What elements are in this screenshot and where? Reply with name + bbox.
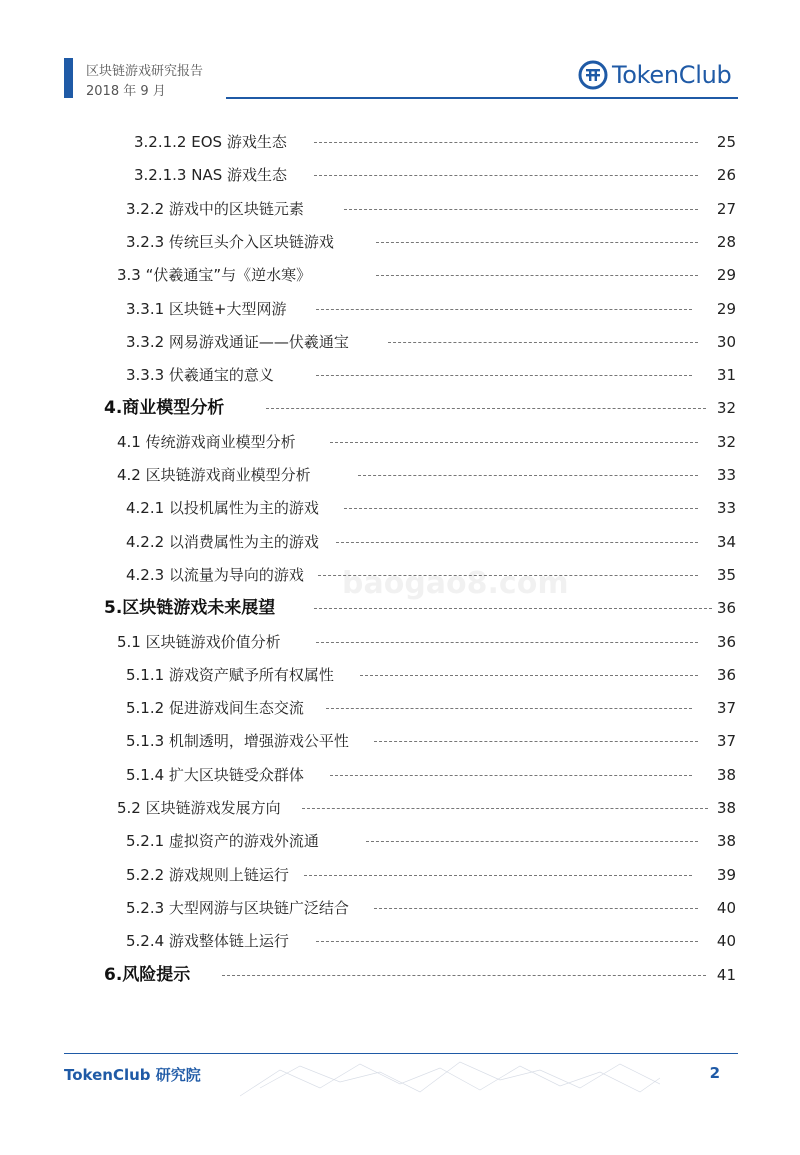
header-accent-bar xyxy=(64,58,73,98)
toc-page-number: 40 xyxy=(716,898,736,917)
toc-dot-leader xyxy=(302,808,708,809)
footer-rule xyxy=(64,1053,738,1054)
toc-page-number: 29 xyxy=(716,266,736,285)
toc-entry[interactable] xyxy=(0,293,800,326)
toc-page-number: 37 xyxy=(716,732,736,751)
toc-dot-leader xyxy=(314,175,698,176)
toc-page-number: 41 xyxy=(716,965,736,984)
watermark-text: baogao8.com xyxy=(342,566,569,601)
toc-entry[interactable] xyxy=(0,859,800,892)
toc-entry-title: 3.3 “伏羲通宝”与《逆水寒》 xyxy=(117,266,312,285)
header-rule xyxy=(226,97,738,99)
toc-entry-title: 4.2.1 以投机属性为主的游戏 xyxy=(126,499,319,518)
toc-entry-title: 5.1 区块链游戏价值分析 xyxy=(117,632,281,651)
toc-dot-leader xyxy=(316,642,698,643)
toc-entry[interactable] xyxy=(0,559,800,592)
toc-entry[interactable] xyxy=(0,126,800,159)
toc-entry-title: 4.2.3 以流量为导向的游戏 xyxy=(126,565,304,584)
tokenclub-logo-icon xyxy=(578,60,608,90)
toc-dot-leader xyxy=(316,941,698,942)
toc-entry-title: 4.商业模型分析 xyxy=(104,398,225,419)
toc-page-number: 29 xyxy=(716,299,736,318)
toc-page-number: 25 xyxy=(716,133,736,151)
toc-entry[interactable] xyxy=(0,626,800,659)
toc-page-number: 37 xyxy=(716,699,736,718)
toc-entry-title: 5.2.1 虚拟资产的游戏外流通 xyxy=(126,832,319,851)
toc-page-number: 35 xyxy=(716,565,736,584)
toc-page-number: 36 xyxy=(716,665,736,684)
toc-entry-title: 5.2.4 游戏整体链上运行 xyxy=(126,932,289,951)
toc-entry[interactable] xyxy=(0,359,800,392)
toc-entry[interactable] xyxy=(0,825,800,858)
toc-dot-leader xyxy=(316,375,692,376)
toc-entry-title: 3.3.2 网易游戏通证——伏羲通宝 xyxy=(126,332,349,351)
toc-entry-title: 5.2.3 大型网游与区块链广泛结合 xyxy=(126,898,349,917)
toc-entry-title: 3.3.1 区块链+大型网游 xyxy=(126,299,287,318)
toc-entry-title: 5.1.4 扩大区块链受众群体 xyxy=(126,765,304,784)
toc-entry-title: 5.2.2 游戏规则上链运行 xyxy=(126,865,289,884)
toc-entry-title: 4.2.2 以消费属性为主的游戏 xyxy=(126,532,319,551)
toc-entry[interactable] xyxy=(0,725,800,758)
tokenclub-logo xyxy=(578,58,731,92)
toc-entry[interactable] xyxy=(0,692,800,725)
toc-page-number: 33 xyxy=(716,499,736,518)
footer-page-number: 2 xyxy=(709,1064,720,1082)
toc-page-number: 40 xyxy=(716,932,736,951)
report-title: 区块链游戏研究报告 xyxy=(86,64,204,79)
toc-dot-leader xyxy=(376,275,698,276)
toc-entry-title: 4.2 区块链游戏商业模型分析 xyxy=(117,466,311,484)
toc-dot-leader xyxy=(366,841,698,842)
toc-page-number: 31 xyxy=(716,366,736,385)
toc-dot-leader xyxy=(222,975,706,976)
toc-dot-leader xyxy=(344,209,698,210)
toc-entry[interactable] xyxy=(0,659,800,692)
footer-brand: TokenClub 研究院 xyxy=(64,1066,201,1084)
toc-entry[interactable] xyxy=(0,792,800,825)
toc-dot-leader xyxy=(336,542,698,543)
toc-dot-leader xyxy=(314,608,712,609)
toc-entry-title: 3.3.3 伏羲通宝的意义 xyxy=(126,366,274,385)
toc-page-number: 34 xyxy=(716,532,736,551)
toc-dot-leader xyxy=(304,875,692,876)
footer-network-decoration xyxy=(240,1058,660,1098)
toc-page-number: 26 xyxy=(716,166,736,185)
toc-page-number: 33 xyxy=(716,466,736,484)
toc-entry[interactable] xyxy=(0,392,800,425)
toc-page-number: 36 xyxy=(716,599,736,618)
toc-dot-leader xyxy=(374,741,698,742)
toc-page-number: 36 xyxy=(716,632,736,651)
toc-entry-title: 5.1.3 机制透明，增强游戏公平性 xyxy=(126,732,349,751)
logo-text: TokenClub xyxy=(612,61,732,89)
toc-page-number: 27 xyxy=(716,199,736,218)
toc-entry[interactable] xyxy=(0,759,800,792)
toc-dot-leader xyxy=(318,575,698,576)
toc-entry[interactable] xyxy=(0,193,800,226)
toc-page-number: 32 xyxy=(716,399,736,418)
toc-entry[interactable] xyxy=(0,326,800,359)
toc-entry-title: 3.2.1.2 EOS 游戏生态 xyxy=(134,133,287,151)
toc-page-number: 30 xyxy=(716,332,736,351)
toc-page-number: 28 xyxy=(716,232,736,251)
toc-dot-leader xyxy=(326,708,692,709)
toc-entry-title: 5.2 区块链游戏发展方向 xyxy=(117,799,281,817)
toc-dot-leader xyxy=(316,309,692,310)
toc-page-number: 38 xyxy=(716,799,736,817)
toc-entry[interactable] xyxy=(0,526,800,559)
toc-entry[interactable] xyxy=(0,592,800,625)
toc-dot-leader xyxy=(314,142,698,143)
toc-dot-leader xyxy=(330,775,692,776)
toc-dot-leader xyxy=(388,342,698,343)
toc-entry-title: 3.2.3 传统巨头介入区块链游戏 xyxy=(126,232,334,251)
toc-entry[interactable] xyxy=(0,226,800,259)
toc-dot-leader xyxy=(344,508,698,509)
toc-entry-title: 3.2.2 游戏中的区块链元素 xyxy=(126,199,304,218)
toc-entry-title: 5.1.1 游戏资产赋予所有权属性 xyxy=(126,665,334,684)
toc-entry[interactable] xyxy=(0,492,800,525)
toc-entry-title: 5.区块链游戏未来展望 xyxy=(104,598,276,619)
toc-entry[interactable] xyxy=(0,459,800,492)
toc-entry[interactable] xyxy=(0,259,800,292)
toc-entry[interactable] xyxy=(0,426,800,459)
toc-dot-leader xyxy=(374,908,698,909)
toc-page-number: 38 xyxy=(716,832,736,851)
toc-entry-title: 3.2.1.3 NAS 游戏生态 xyxy=(134,166,288,185)
report-date: 2018 年 9 月 xyxy=(86,84,166,99)
toc-entry[interactable] xyxy=(0,925,800,958)
toc-dot-leader xyxy=(360,675,698,676)
toc-dot-leader xyxy=(376,242,698,243)
toc-entry-title: 5.1.2 促进游戏间生态交流 xyxy=(126,699,304,718)
toc-dot-leader xyxy=(358,475,698,476)
toc-entry-title: 6.风险提示 xyxy=(104,964,191,985)
toc-entry[interactable] xyxy=(0,892,800,925)
toc-page-number: 38 xyxy=(716,765,736,784)
toc-page-number: 32 xyxy=(716,432,736,451)
toc-entry-title: 4.1 传统游戏商业模型分析 xyxy=(117,432,296,451)
toc-page-number: 39 xyxy=(716,865,736,884)
toc-entry[interactable] xyxy=(0,159,800,192)
toc-dot-leader xyxy=(266,408,706,409)
toc-dot-leader xyxy=(330,442,698,443)
toc-entry[interactable] xyxy=(0,959,800,992)
